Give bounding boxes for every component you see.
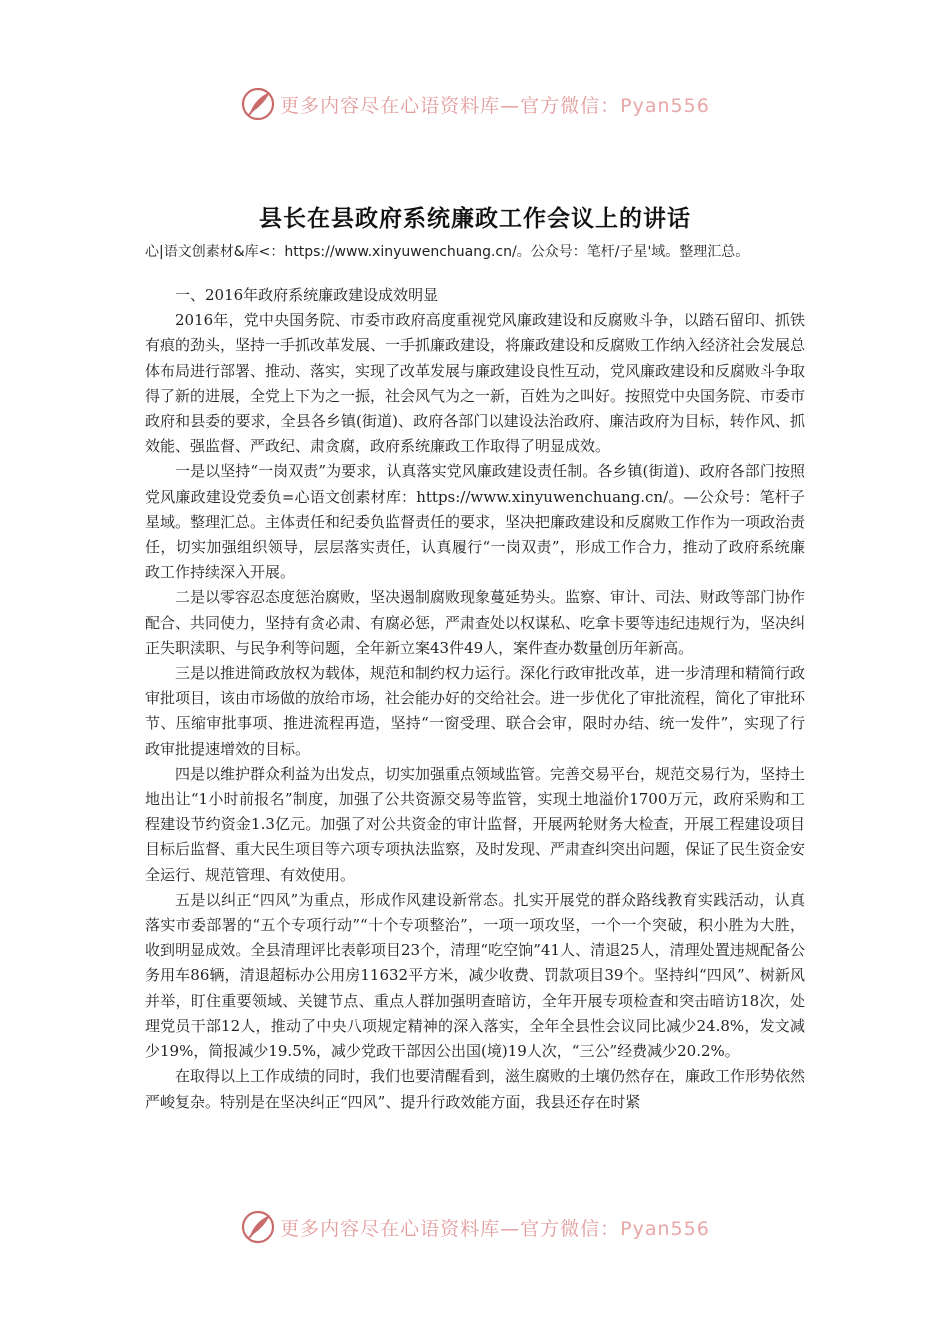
paragraph: 四是以维护群众利益为出发点，切实加强重点领域监管。完善交易平台，规范交易行为，坚持土地出让“1小时前报名”制度，加强了公共资源交易等监管，实现土地溢价1700万元，政府采购和工程建设节约资金1.3亿元。加强了对公共资金的审计监督，开展两轮财务大检查，开展工程建设项目目标后监督、重大民生项目等六项专项执法监察，及时发现、严肃查纠突出问题，保证了民生资金安全运行、规范管理、有效使用。	[145, 764, 806, 884]
paragraph: 在取得以上工作成绩的同时，我们也要清醒看到，滋生腐败的土壤仍然存在，廉政工作形势依然严峻复杂。特别是在坚决纠正“四风”、提升行政效能方面，我县还存在时紧	[145, 1067, 806, 1111]
section-heading: 一、2016年政府系统廉政建设成效明显	[175, 286, 439, 304]
quill-logo-icon	[240, 86, 276, 122]
banner-text: 更多内容尽在心语资料库—官方微信：Pyan556	[280, 94, 710, 117]
quill-logo-icon	[240, 1209, 276, 1245]
document-title: 县长在县政府系统廉政工作会议上的讲话	[259, 205, 691, 232]
footer-banner	[0, 1207, 950, 1247]
paragraph: 二是以零容忍态度惩治腐败，坚决遏制腐败现象蔓延势头。监察、审计、司法、财政等部门协作配合、共同使力，坚持有贪必肃、有腐必惩，严肃查处以权谋私、吃拿卡要等违纪违规行为，坚决纠正失职渎职、与民争利等问题，全年新立案43件49人，案件查办数量创历年新高。	[145, 588, 806, 657]
banner-text: 更多内容尽在心语资料库—官方微信：Pyan556	[280, 1217, 710, 1240]
paragraph: 一是以坚持“一岗双责”为要求，认真落实党风廉政建设责任制。各乡镇(街道)、政府各部门按照党风廉政建设党委负=心语文创素材库：https://www.xinyuwenchuang.cn/。—公众号：笔杆子星域。整理汇总。主体责任和纪委负监督责任的要求，坚决把廉政建设和反腐败工作作为一项政治责任，切实加强组织领导，层层落实责任，认真履行“一岗双责”，形成工作合力，推动了政府系统廉政工作持续深入开展。	[145, 462, 806, 582]
document-subtitle: 心|语文创素材&库<：https://www.xinyuwenchuang.cn/。公众号：笔杆/子星'域。整理汇总。	[145, 244, 750, 260]
paragraph: 三是以推进简政放权为载体，规范和制约权力运行。深化行政审批改革，进一步清理和精简行政审批项目，该由市场做的放给市场，社会能办好的交给社会。进一步优化了审批流程，简化了审批环节、压缩审批事项、推进流程再造，坚持“一窗受理、联合会审，限时办结、统一发件”，实现了行政审批提速增效的目标。	[145, 664, 806, 758]
paragraph: 2016年，党中央国务院、市委市政府高度重视党风廉政建设和反腐败斗争，以踏石留印、抓铁有痕的劲头，坚持一手抓改革发展、一手抓廉政建设，将廉政建设和反腐败工作纳入经济社会发展总体布局进行部署、推动、落实，实现了改革发展与廉政建设良性互动，党风廉政建设和反腐败斗争取得了新的进展，全党上下为之一振，社会风气为之一新，百姓为之叫好。按照党中央国务院、市委市政府和县委的要求，全县各乡镇(街道)、政府各部门以建设法治政府、廉洁政府为目标，转作风、抓效能、强监督、严政纪、肃贪腐，政府系统廉政工作取得了明显成效。	[145, 311, 806, 456]
header-banner	[0, 84, 950, 124]
document-body	[145, 200, 805, 1115]
paragraph: 五是以纠正“四风”为重点，形成作风建设新常态。扎实开展党的群众路线教育实践活动，认真落实市委部署的“五个专项行动”“十个专项整治”，一项一项攻坚，一个一个突破，积小胜为大胜，收到明显成效。全县清理评比表彰项目23个，清理“吃空饷”41人、清退25人，清理处置违规配备公务用车86辆，清退超标办公用房11632平方米，减少收费、罚款项目39个。坚持纠“四风”、树新风并举，盯住重要领域、关键节点、重点人群加强明查暗访，全年开展专项检查和突击暗访18次，处理党员干部12人，推动了中央八项规定精神的深入落实，全年全县性会议同比减少24.8%，发文减少19%，简报减少19.5%，减少党政干部因公出国(境)19人次，“三公”经费减少20.2%。	[145, 890, 805, 1061]
